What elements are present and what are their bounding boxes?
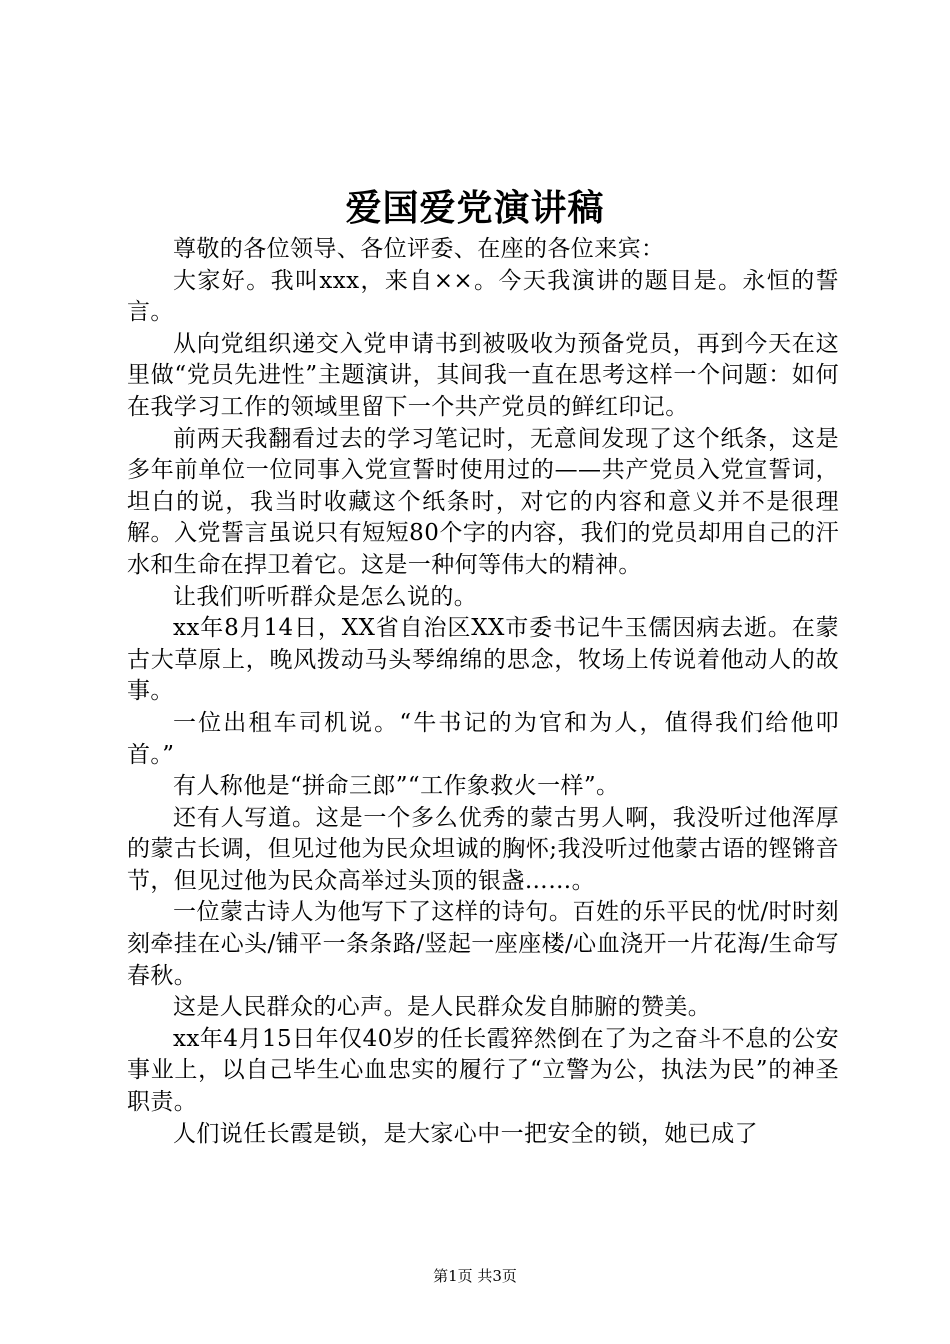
paragraph: xx年4月15日年仅40岁的任长霞猝然倒在了为之奋斗不息的公安事业上，以自己毕生心血忠实的履行了“立警为公，执法为民”的神圣职责。 [127, 1025, 839, 1116]
paragraph: 人们说任长霞是锁，是大家心中一把安全的锁，她已成了 [173, 1120, 758, 1147]
paragraph: 一位蒙古诗人为他写下了这样的诗句。百姓的乐平民的忧/时时刻刻牵挂在心头/铺平一条条路/竖起一座座楼/心血浇开一片花海/生命写春秋。 [127, 899, 839, 989]
page-footer: 第1页 共3页 [433, 1267, 517, 1285]
paragraph: 从向党组织递交入党申请书到被吸收为预备党员，再到今天在这里做“党员先进性”主题演讲，其间我一直在思考这样一个问题：如何在我学习工作的领域里留下一个共产党员的鲜红印记。 [127, 330, 839, 420]
paragraph: 还有人写道。这是一个多么优秀的蒙古男人啊，我没听过他浑厚的蒙古长调，但见过他为民众坦诚的胸怀;我没听过他蒙古语的铿锵音节，但见过他为民众高举过头顶的银盏……。 [127, 804, 839, 894]
paragraph-greeting: 大家好。我叫xxx，来自××。今天我演讲的题目是。永恒的誓言。 [127, 267, 839, 326]
paragraph-salutation: 尊敬的各位领导、各位评委、在座的各位来宾： [173, 236, 665, 262]
paragraph: 让我们听听群众是怎么说的。 [173, 583, 478, 610]
paragraph: 有人称他是“拼命三郎”“工作象救火一样”。 [173, 773, 620, 800]
paragraph: 一位出租车司机说。“牛书记的为官和为人，值得我们给他叩首。” [127, 709, 839, 768]
paragraph: 前两天我翻看过去的学习笔记时，无意间发现了这个纸条，这是多年前单位一位同事入党宣誓时使用过的——共产党员入党宣誓词，坦白的说，我当时收藏这个纸条时，对它的内容和意义并不是很理解。入党誓言虽说只有短短80个字的内容，我们的党员却用自己的汗水和生命在捍卫着它。这是一种何等伟大的精神。 [127, 425, 839, 578]
paragraph: xx年8月14日，XX省自治区XX市委书记牛玉儒因病去逝。在蒙古大草原上，晚风拨动马头琴绵绵的思念，牧场上传说着他动人的故事。 [127, 615, 839, 705]
paragraph: 这是人民群众的心声。是人民群众发自肺腑的赞美。 [173, 994, 712, 1021]
document-body [127, 234, 839, 1150]
document-title: 爱国爱党演讲稿 [345, 187, 605, 229]
